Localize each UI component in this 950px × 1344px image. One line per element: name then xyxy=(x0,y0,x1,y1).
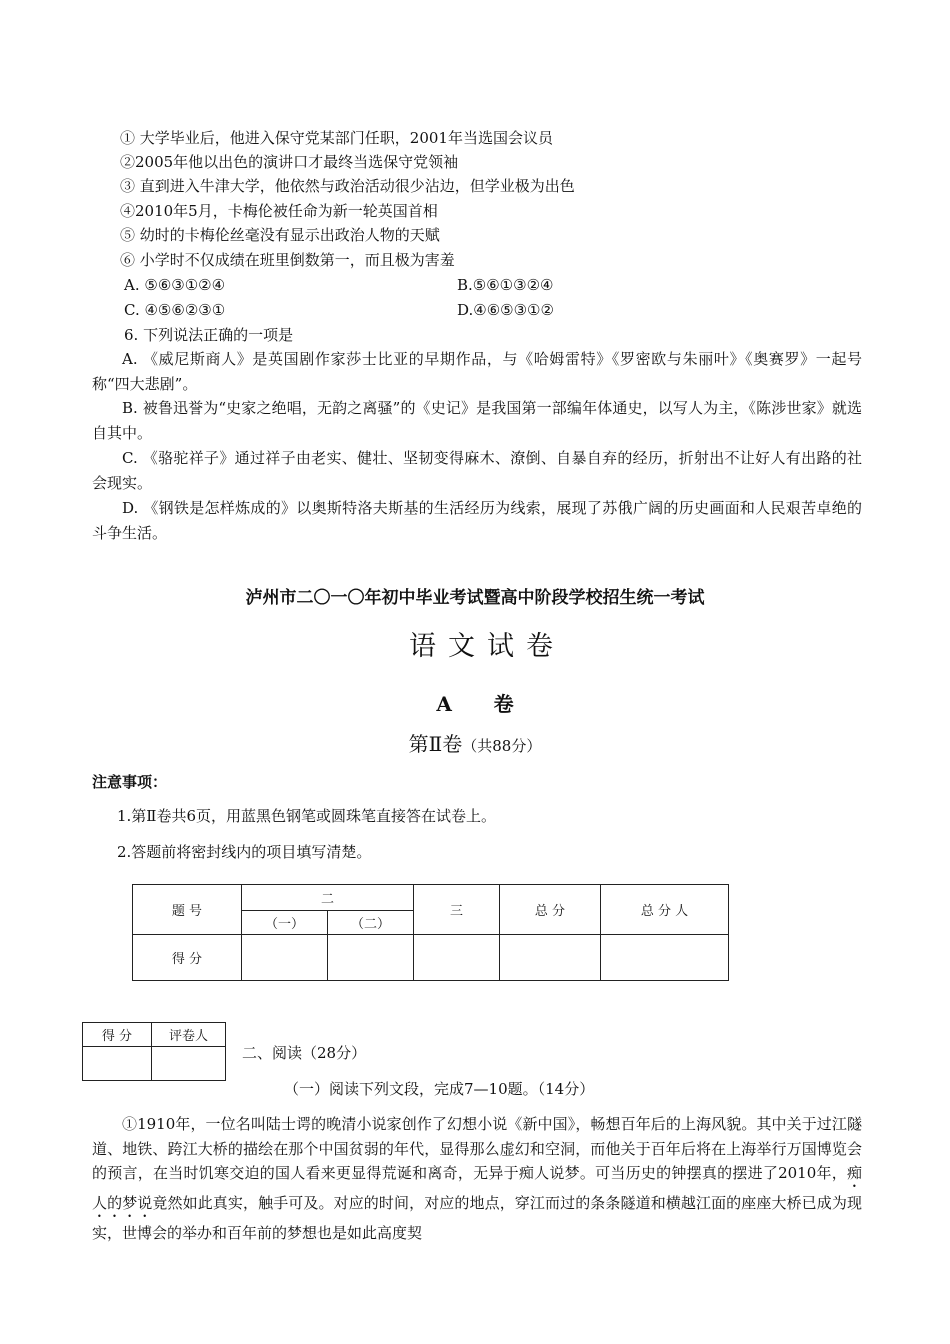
grader-name-cell[interactable] xyxy=(152,1047,226,1081)
score-table-col-scorer: 总 分 人 xyxy=(601,885,729,935)
grader-score-cell[interactable] xyxy=(83,1047,152,1081)
score-cell-two-a[interactable] xyxy=(242,935,328,981)
score-table xyxy=(132,884,729,981)
grader-table-grader-label: 评卷人 xyxy=(152,1023,226,1047)
sentence-item-2: ②2005年他以出色的演讲口才最终当选保守党领袖 xyxy=(120,153,459,171)
sentence-item-3: ③ 直到进入牛津大学，他依然与政治活动很少沾边，但学业极为出色 xyxy=(120,177,575,195)
notes-heading: 注意事项： xyxy=(92,773,168,791)
reading-paragraph-1 xyxy=(92,1112,862,1246)
score-table-score-label: 得 分 xyxy=(133,935,242,981)
score-table-col-total: 总 分 xyxy=(500,885,601,935)
volume-score: （共88分） xyxy=(462,737,542,755)
sentence-item-1: ① 大学毕业后，他进入保守党某部门任职，2001年当选国会议员 xyxy=(120,129,553,147)
reading-heading: 二、阅读（28分） xyxy=(242,1044,367,1062)
q6-option-d: D. 《钢铁是怎样炼成的》以奥斯特洛夫斯基的生活经历为线索，展现了苏俄广阔的历史画面和人民艰苦卓绝的斗争生活。 xyxy=(92,499,862,542)
q6-option-a: A. 《威尼斯商人》是英国剧作家莎士比亚的早期作品，与《哈姆雷特》《罗密欧与朱丽叶》《奥赛罗》一起号称“四大悲剧”。 xyxy=(92,350,862,393)
subject-title: 语文试卷 xyxy=(409,631,565,662)
q5-option-d: D.④⑥⑤③①② xyxy=(457,301,554,319)
paragraph-text-after: 竟然如此真实，触手可及。对应的时间，对应的地点，穿江而过的条条隧道和横越江面的座座大桥已成为现实，世博会的举办和百年前的梦想也是如此高度契 xyxy=(92,1194,862,1242)
volume-title xyxy=(0,728,950,757)
score-table-col-two: 二 xyxy=(242,885,414,911)
reading-subheading: （一）阅读下列文段，完成7—10题。（14分） xyxy=(284,1080,595,1098)
score-cell-two-b[interactable] xyxy=(328,935,414,981)
section-a-title: A 卷 xyxy=(436,692,514,716)
q6-option-b: B. 被鲁迅誉为“史家之绝唱，无韵之离骚”的《史记》是我国第一部编年体通史，以写人为主，《陈涉世家》就选自其中。 xyxy=(92,399,862,442)
score-table-col-two-a: （一） xyxy=(242,911,328,935)
score-cell-three[interactable] xyxy=(414,935,500,981)
grader-table xyxy=(82,1022,226,1081)
q5-option-a: A. ⑤⑥③①②④ xyxy=(124,276,226,294)
sentence-item-6: ⑥ 小学时不仅成绩在班里倒数第一，而且极为害羞 xyxy=(120,251,455,269)
q5-option-b: B.⑤⑥①③②④ xyxy=(457,276,554,294)
grader-table-score-label: 得 分 xyxy=(83,1023,152,1047)
score-cell-total[interactable] xyxy=(500,935,601,981)
score-table-col-three: 三 xyxy=(414,885,500,935)
q6-option-c: C. 《骆驼祥子》通过祥子由老实、健壮、坚韧变得麻木、潦倒、自暴自弃的经历，折射出不让好人有出路的社会现实。 xyxy=(92,449,862,492)
note-2: 2.答题前将密封线内的项目填写清楚。 xyxy=(117,843,372,861)
score-cell-scorer[interactable] xyxy=(601,935,729,981)
exam-title: 泸州市二〇一〇年初中毕业考试暨高中阶段学校招生统一考试 xyxy=(245,588,705,608)
sentence-item-5: ⑤ 幼时的卡梅伦丝毫没有显示出政治人物的天赋 xyxy=(120,226,440,244)
q5-option-c: C. ④⑤⑥②③① xyxy=(124,301,226,319)
volume-label: 第Ⅱ卷 xyxy=(408,732,463,756)
score-table-col-two-b: （二） xyxy=(328,911,414,935)
paragraph-text-before: ①1910年，一位名叫陆士谔的晚清小说家创作了幻想小说《新中国》，畅想百年后的上海风貌。其中关于过江隧道、地铁、跨江大桥的描绘在那个中国贫弱的年代，显得那么虚幻和空洞，而他关于百年后将在上海举行万国博览会的预言，在当时饥寒交迫的国人看来更显得荒诞和离奇，无异于痴人说梦。可当历史的钟摆真的摆进了2010年， xyxy=(92,1115,862,1182)
score-table-row-label: 题 号 xyxy=(133,885,242,935)
q6-stem: 6. 下列说法正确的一项是 xyxy=(124,326,294,344)
note-1: 1.第Ⅱ卷共6页，用蓝黑色钢笔或圆珠笔直接答在试卷上。 xyxy=(117,807,497,825)
sentence-item-4: ④2010年5月，卡梅伦被任命为新一轮英国首相 xyxy=(120,202,438,220)
dotted-phrase: 痴人的梦说 xyxy=(92,1164,862,1212)
